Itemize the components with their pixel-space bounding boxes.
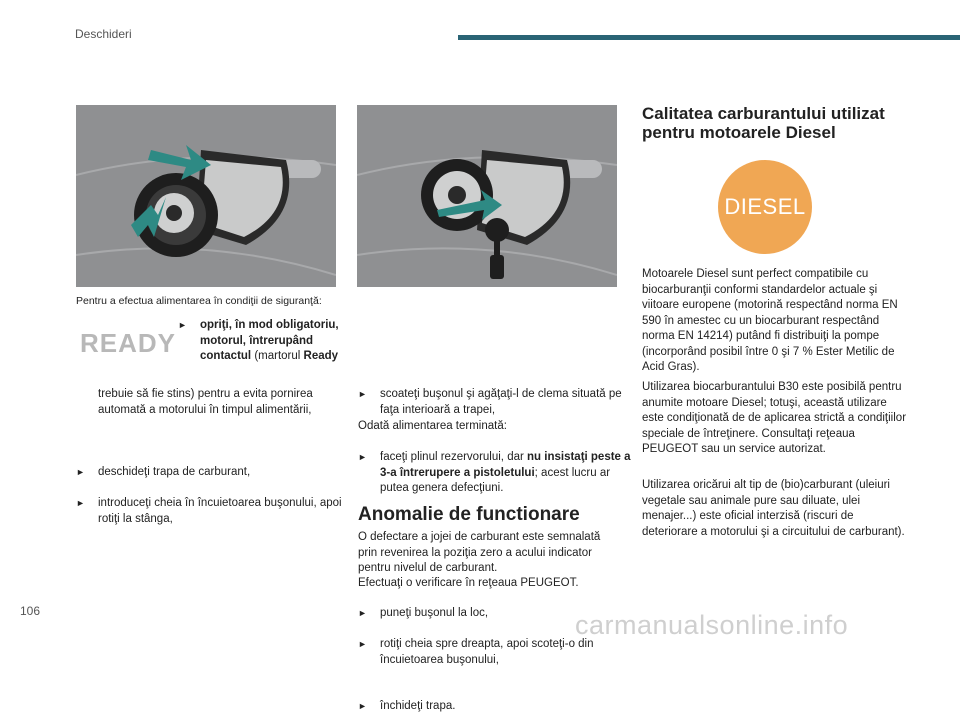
watermark: carmanualsonline.info <box>575 610 849 640</box>
section-title: Deschideri <box>75 27 132 41</box>
header-bar <box>458 35 960 40</box>
diesel-paragraph: Utilizarea oricărui alt tip de (bio)carburant (uleiuri vegetale sau animale pure sau diluate, ulei menajer...) este oficial interzisă (riscuri de deteriorare a motorului şi a circuitului de carburant). <box>642 479 905 538</box>
list-item: ► închideţi trapa. <box>358 699 640 715</box>
fuel-cap-removal-illustration <box>357 105 617 287</box>
safety-caption: Pentru a efectua alimentarea în condiţii de siguranţă: <box>76 295 322 307</box>
list-item: ► introduceţi cheia în încuietoarea buşonului, apoi rotiţi la stânga, <box>76 497 342 525</box>
anomaly-paragraph: Efectuaţi o verificare în reţeaua PEUGEOT. <box>358 577 579 589</box>
bullet-arrow-icon: ► <box>178 320 187 330</box>
bullet-arrow-icon: ► <box>358 452 367 462</box>
ready-indicator: READY <box>80 328 177 358</box>
list-item: ► faceţi plinul rezervorului, dar nu insistaţi peste a 3-a întrerupere a pistoletului; acest lucru ar putea genera defecţiuni. <box>358 451 631 494</box>
list-item: ► deschideţi trapa de carburant, <box>76 465 363 481</box>
anomaly-paragraph: O defectare a jojei de carburant este semnalată prin revenirea la poziţia zero a acului indicator pentru nivelul de carburant. <box>358 531 601 574</box>
list-item: ► puneţi buşonul la loc, <box>358 606 640 622</box>
diesel-badge: DIESEL <box>718 160 812 254</box>
list-item: ► opriţi, în mod obligatoriu, motorul, întrerupând contactul (martorul Ready <box>178 319 339 362</box>
bullet-arrow-icon: ► <box>358 701 367 711</box>
anomaly-heading: Anomalie de functionare <box>358 504 580 525</box>
list-item: ► rotiţi cheia spre dreapta, apoi scoteţi-o din încuietoarea buşonului, <box>358 638 594 666</box>
page-number: 106 <box>20 604 41 618</box>
bullet-arrow-icon: ► <box>358 389 367 399</box>
after-refuel-title: Odată alimentarea terminată: <box>358 420 507 432</box>
diesel-paragraph: Utilizarea biocarburantului B30 este posibilă pentru anumite motoare Diesel; totuşi, această utilizare este condiţionată de de aplicarea strictă a condiţiilor speciale de întreţinere. Consultaţi reţeaua PEUGEOT sau un service autorizat. <box>642 381 907 455</box>
diesel-paragraph: Motoarele Diesel sunt perfect compatibile cu biocarburanţii conformi standardelor actuale şi viitoare europene (motorină respectând norma EN 590 în amestec cu un biocarburant respectând norma EN 14214) putând fi distribuiţi la pompe (incorporând posibil între 0 şi 7 % Ester Metilic de Acid Gras). <box>642 268 898 373</box>
diesel-quality-heading: Calitatea carburantului utilizat pentru motoarele Diesel <box>642 104 885 142</box>
fuel-flap-illustration-open <box>76 105 336 287</box>
bullet-arrow-icon: ► <box>76 498 85 508</box>
bullet-arrow-icon: ► <box>358 607 367 618</box>
list-item-continuation: trebuie să fie stins) pentru a evita pornirea automată a motorului în timpul alimentării, <box>98 388 313 416</box>
bullet-arrow-icon: ► <box>76 466 85 477</box>
list-item: ► scoateţi buşonul şi agăţaţi-l de clema situată pe faţa interioară a trapei, <box>358 388 622 416</box>
bullet-arrow-icon: ► <box>358 639 367 649</box>
